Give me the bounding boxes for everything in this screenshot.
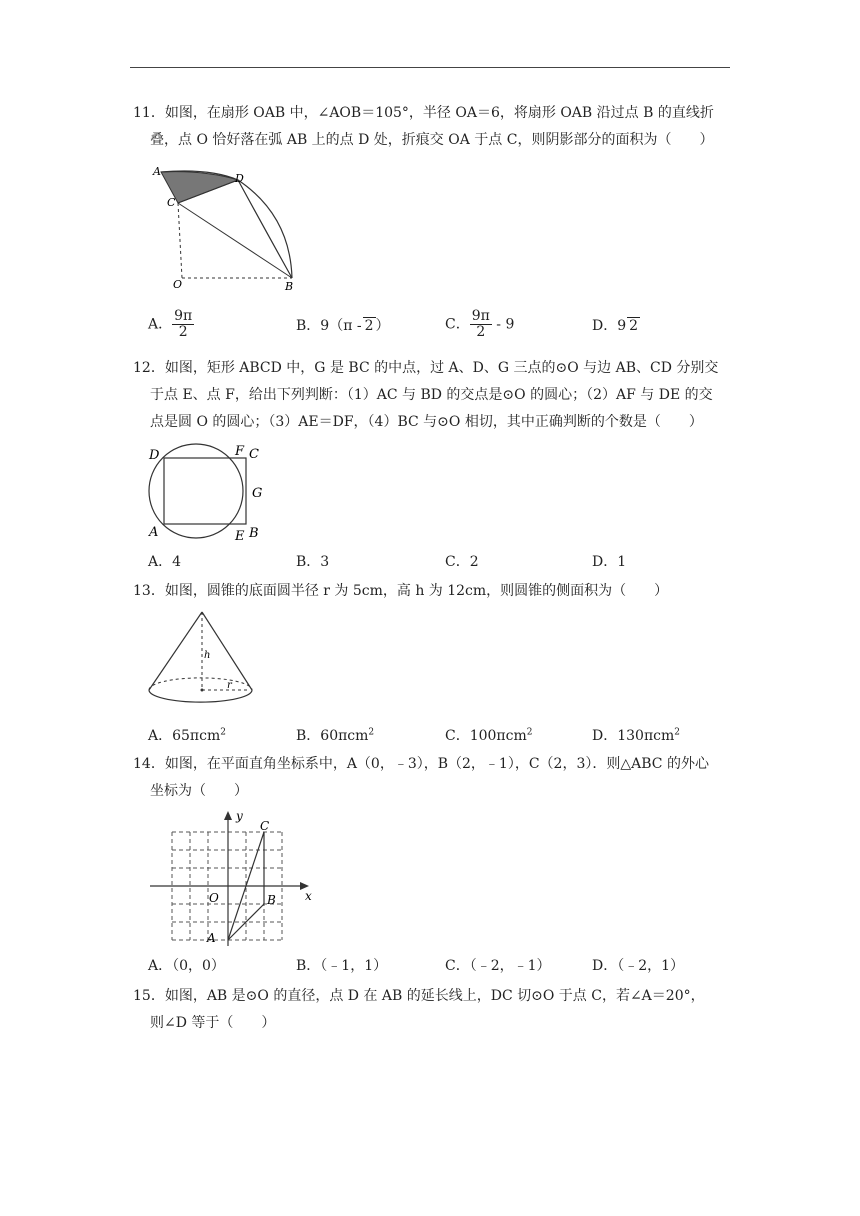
q12-option-d[interactable]: D．1 [592,554,627,570]
q15-line2: 则∠D 等于（ ） [150,1015,276,1031]
q14-figure [145,808,320,950]
q12-line1: 12．如图，矩形 ABCD 中，G 是 BC 的中点，过 A、D、G 三点的⊙O 与边 AB、CD 分别交 [133,360,719,376]
q11-segment-oc [178,203,182,278]
header-rule [130,67,730,68]
q11-label-b: B [285,280,294,293]
q12-label-g: G [252,486,263,501]
q13-option-b[interactable]: B．60πcm$^2$ [296,727,375,744]
q11-option-b[interactable]: B．9（π - 2 ） [296,318,390,334]
q14-y-arrow [224,811,232,820]
q13-options [148,725,748,749]
q11-label-o: O [173,278,183,291]
q14-line1: 14．如图，在平面直角坐标系中，A（0，﹣3），B（2，﹣1），C（2，3）．则△ABC 的外心 [133,756,709,772]
q11-options [148,305,748,340]
q12-line3: 点是圆 O 的圆心；（3）AE＝DF，（4）BC 与⊙O 相切，其中正确判断的个数是（ ） [150,414,703,430]
q11-label-a: A [153,165,161,178]
question-14 [133,751,733,805]
q12-rectangle [164,458,246,524]
question-12 [133,355,733,436]
q12-option-b[interactable]: B．3 [296,554,330,570]
q12-option-c[interactable]: C．2 [445,554,479,570]
q14-option-a[interactable]: A．（0，0） [148,958,225,974]
question-13 [133,578,733,605]
q14-label-c: C [260,819,270,833]
q13-base-back [149,678,252,690]
q12-label-a: A [149,525,159,540]
q14-label-b: B [267,893,276,907]
q14-label-x: x [305,889,312,903]
q11-option-d[interactable]: D．9 2 [592,318,639,334]
q11-label-d: D [235,172,244,185]
q14-option-c[interactable]: C．（﹣2，﹣1） [445,958,551,974]
q14-label-a: A [207,931,216,945]
q13-option-d[interactable]: D．130πcm$^2$ [592,727,680,744]
q11-label-c: C [167,196,176,209]
q15-line1: 15．如图，AB 是⊙O 的直径，点 D 在 AB 的延长线上，DC 切⊙O 于点 C，若∠A＝20°， [133,988,705,1004]
q13-figure [145,608,260,708]
q11-option-c[interactable]: C． $\frac{9\pi}{2}$ - 9 [445,308,515,340]
q14-option-d[interactable]: D．（﹣2，1） [592,958,685,974]
question-11 [133,100,733,154]
q11-option-a[interactable]: A． $\frac{9\pi}{2}$ [148,308,193,340]
q13-label-h: h [204,650,211,661]
q13-base-front [149,690,252,702]
q14-label-y: y [236,809,243,823]
q12-option-a[interactable]: A．4 [148,554,182,570]
q11-folded-arc [238,180,292,278]
q13-option-a[interactable]: A．65πcm$^2$ [148,727,226,744]
q13-line1: 13．如图，圆锥的底面圆半径 r 为 5cm，高 h 为 12cm，则圆锥的侧面积为（ ） [133,583,669,599]
q11-line1: 11．如图，在扇形 OAB 中，∠AOB＝105°，半径 OA＝6，将扇形 OAB 沿过点 B 的直线折 [133,105,714,121]
q12-label-b: B [249,526,259,541]
q14-option-b[interactable]: B．（﹣1，1） [296,958,388,974]
q12-options [148,551,748,575]
q12-label-e: E [235,529,245,544]
q13-option-c[interactable]: C．100πcm$^2$ [445,727,533,744]
q14-label-o: O [209,891,219,905]
q12-figure [145,442,275,547]
q12-label-c: C [249,447,259,462]
question-15 [133,983,733,1037]
q11-line2: 叠，点 O 恰好落在弧 AB 上的点 D 处，折痕交 OA 于点 C，则阴影部分的面积为（ ） [150,132,714,148]
q12-line2: 于点 E、点 F，给出下列判断：（1）AC 与 BD 的交点是⊙O 的圆心；（2）AF 与 DE 的交 [150,387,713,403]
q13-label-r: r [227,680,232,691]
q12-label-f: F [235,444,245,459]
q11-fold-line [178,203,292,278]
q14-line2: 坐标为（ ） [150,783,248,799]
q12-label-d: D [149,448,160,463]
q14-options [148,955,748,979]
q11-figure [145,160,305,295]
